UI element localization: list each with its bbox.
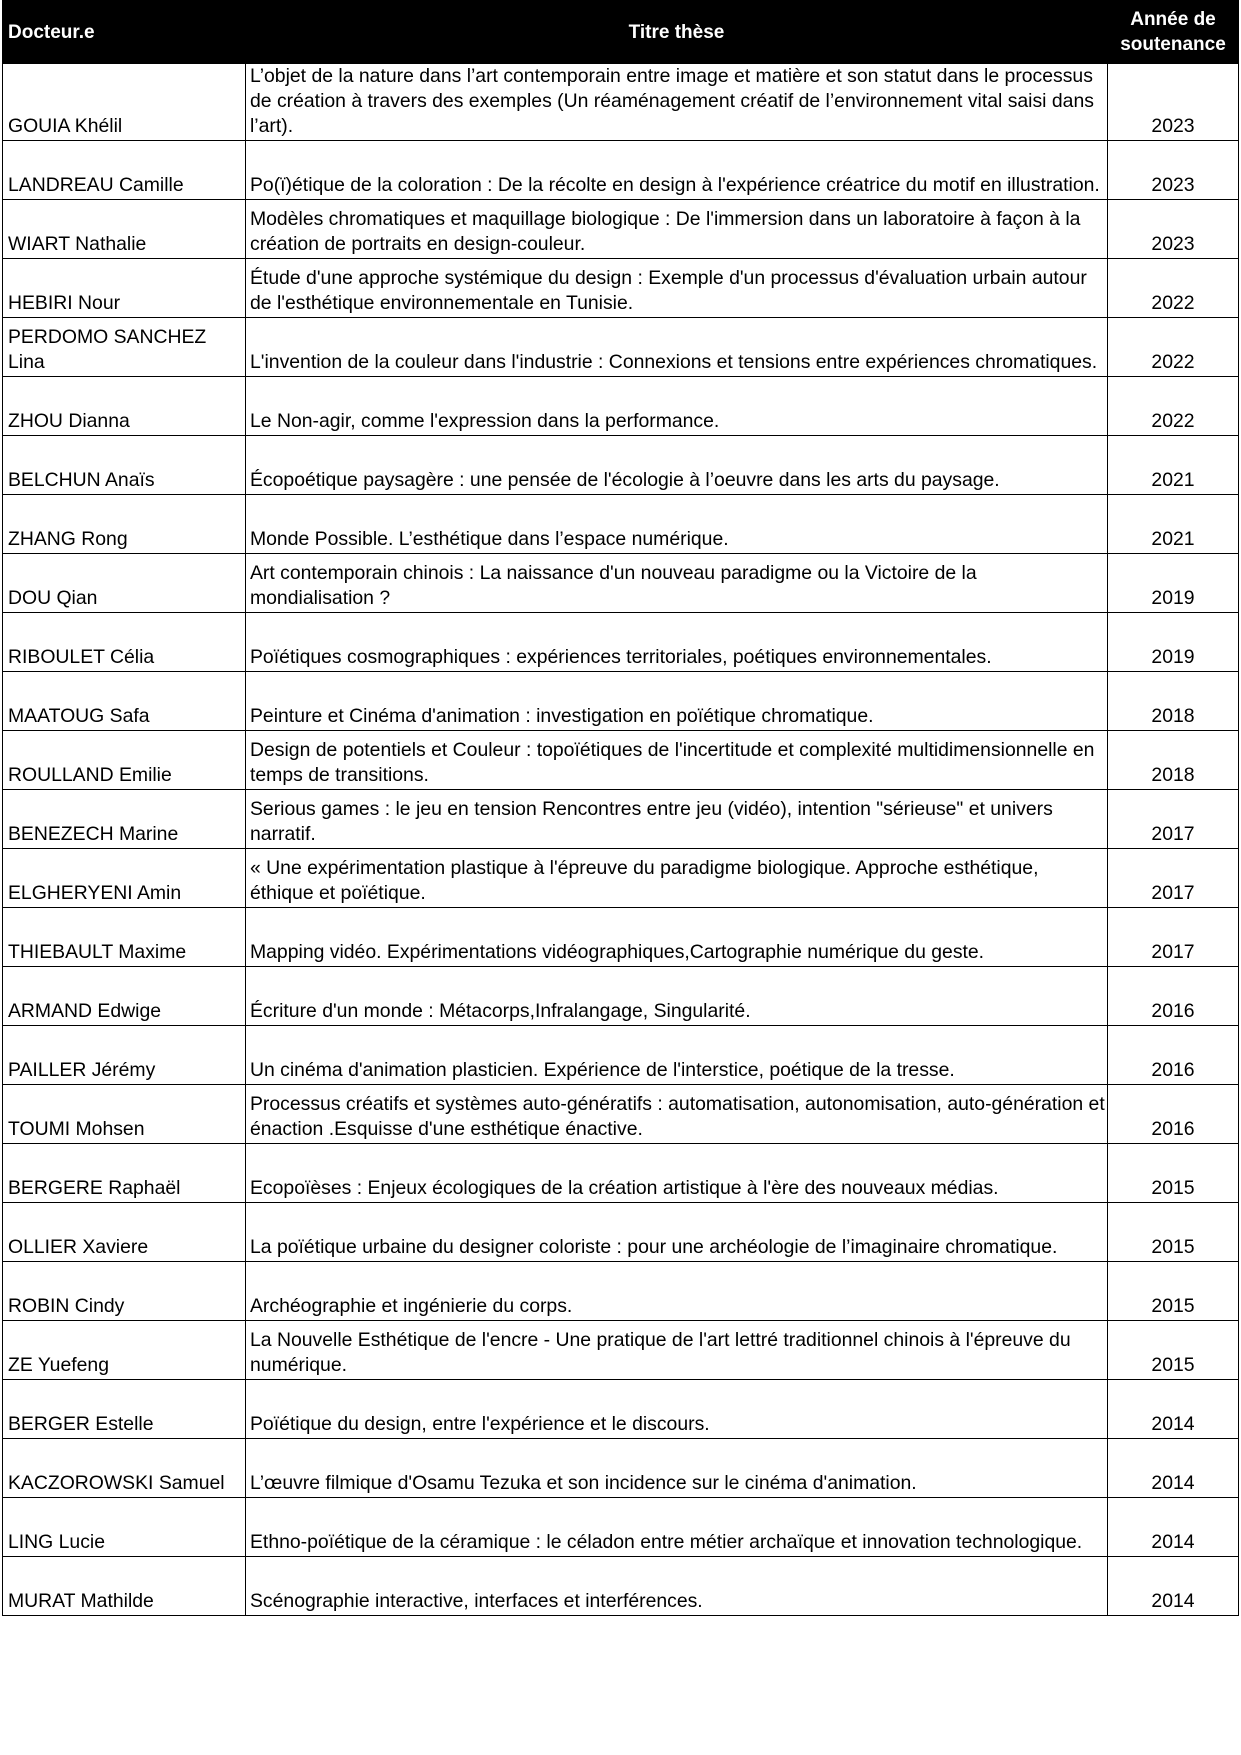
- table-row: [3, 1262, 1239, 1321]
- defense-year-cell: 2022: [1108, 259, 1239, 318]
- thesis-title-cell: Écriture d'un monde : Métacorps,Infralangage, Singularité.: [246, 967, 1108, 1026]
- thesis-table: [2, 0, 1239, 1616]
- table-row: [3, 1144, 1239, 1203]
- doctor-name-cell: MAATOUG Safa: [3, 672, 246, 731]
- doctor-name-cell: GOUIA Khélil: [3, 64, 246, 141]
- defense-year-cell: 2017: [1108, 908, 1239, 967]
- defense-year-cell: 2019: [1108, 554, 1239, 613]
- table-row: [3, 141, 1239, 200]
- defense-year-cell: 2022: [1108, 318, 1239, 377]
- doctor-name-cell: LING Lucie: [3, 1498, 246, 1557]
- table-row: [3, 200, 1239, 259]
- table-row: [3, 967, 1239, 1026]
- doctor-name-cell: THIEBAULT Maxime: [3, 908, 246, 967]
- thesis-title-cell: Ecopoïèses : Enjeux écologiques de la création artistique à l'ère des nouveaux médias.: [246, 1144, 1108, 1203]
- doctor-name-cell: BERGERE Raphaël: [3, 1144, 246, 1203]
- thesis-title-cell: Poïétique du design, entre l'expérience et le discours.: [246, 1380, 1108, 1439]
- header-defense-year: Année de soutenance: [1108, 1, 1239, 64]
- doctor-name-cell: PAILLER Jérémy: [3, 1026, 246, 1085]
- thesis-title-cell: L'invention de la couleur dans l'industrie : Connexions et tensions entre expériences chromatiques.: [246, 318, 1108, 377]
- table-row: [3, 613, 1239, 672]
- table-header: [3, 1, 1239, 64]
- table-row: [3, 377, 1239, 436]
- doctor-name-cell: LANDREAU Camille: [3, 141, 246, 200]
- thesis-title-cell: L’œuvre filmique d'Osamu Tezuka et son incidence sur le cinéma d'animation.: [246, 1439, 1108, 1498]
- thesis-title-cell: Modèles chromatiques et maquillage biologique : De l'immersion dans un laboratoire à façon à la création de portraits en design-couleur.: [246, 200, 1108, 259]
- thesis-title-cell: Serious games : le jeu en tension Rencontres entre jeu (vidéo), intention "sérieuse" et univers narratif.: [246, 790, 1108, 849]
- defense-year-cell: 2023: [1108, 200, 1239, 259]
- table-row: [3, 1321, 1239, 1380]
- thesis-title-cell: Scénographie interactive, interfaces et interférences.: [246, 1557, 1108, 1616]
- defense-year-cell: 2014: [1108, 1439, 1239, 1498]
- table-row: [3, 731, 1239, 790]
- table-body: [3, 64, 1239, 1616]
- table-row: [3, 1498, 1239, 1557]
- thesis-title-cell: Ethno-poïétique de la céramique : le céladon entre métier archaïque et innovation technologique.: [246, 1498, 1108, 1557]
- table-row: [3, 790, 1239, 849]
- defense-year-cell: 2014: [1108, 1498, 1239, 1557]
- doctor-name-cell: BERGER Estelle: [3, 1380, 246, 1439]
- table-row: [3, 849, 1239, 908]
- table-row: [3, 1026, 1239, 1085]
- thesis-title-cell: La poïétique urbaine du designer coloriste : pour une archéologie de l’imaginaire chromatique.: [246, 1203, 1108, 1262]
- defense-year-cell: 2017: [1108, 790, 1239, 849]
- header-doctor: Docteur.e: [3, 1, 246, 64]
- defense-year-cell: 2014: [1108, 1557, 1239, 1616]
- doctor-name-cell: KACZOROWSKI Samuel: [3, 1439, 246, 1498]
- table-row: [3, 1085, 1239, 1144]
- thesis-title-cell: L’objet de la nature dans l’art contemporain entre image et matière et son statut dans le processus de création à travers des exemples (Un réaménagement créatif de l’environnement vital saisi dans l’art).: [246, 64, 1108, 141]
- defense-year-cell: 2021: [1108, 436, 1239, 495]
- defense-year-cell: 2018: [1108, 731, 1239, 790]
- defense-year-cell: 2023: [1108, 64, 1239, 141]
- defense-year-cell: 2014: [1108, 1380, 1239, 1439]
- doctor-name-cell: BELCHUN Anaïs: [3, 436, 246, 495]
- table-row: [3, 554, 1239, 613]
- doctor-name-cell: OLLIER Xaviere: [3, 1203, 246, 1262]
- doctor-name-cell: ROULLAND Emilie: [3, 731, 246, 790]
- thesis-title-cell: Étude d'une approche systémique du design : Exemple d'un processus d'évaluation urbain autour de l'esthétique environnementale en Tunisie.: [246, 259, 1108, 318]
- doctor-name-cell: ZHOU Dianna: [3, 377, 246, 436]
- table-row: [3, 259, 1239, 318]
- defense-year-cell: 2016: [1108, 1085, 1239, 1144]
- table-row: [3, 1439, 1239, 1498]
- thesis-title-cell: Poïétiques cosmographiques : expériences territoriales, poétiques environnementales.: [246, 613, 1108, 672]
- thesis-title-cell: Un cinéma d'animation plasticien. Expérience de l'interstice, poétique de la tresse.: [246, 1026, 1108, 1085]
- thesis-title-cell: Archéographie et ingénierie du corps.: [246, 1262, 1108, 1321]
- thesis-title-cell: Po(ï)étique de la coloration : De la récolte en design à l'expérience créatrice du motif en illustration.: [246, 141, 1108, 200]
- table-row: [3, 1203, 1239, 1262]
- defense-year-cell: 2023: [1108, 141, 1239, 200]
- doctor-name-cell: MURAT Mathilde: [3, 1557, 246, 1616]
- defense-year-cell: 2015: [1108, 1144, 1239, 1203]
- doctor-name-cell: BENEZECH Marine: [3, 790, 246, 849]
- doctor-name-cell: DOU Qian: [3, 554, 246, 613]
- table-row: [3, 1557, 1239, 1616]
- header-thesis-title: Titre thèse: [246, 1, 1108, 64]
- thesis-title-cell: Mapping vidéo. Expérimentations vidéographiques,Cartographie numérique du geste.: [246, 908, 1108, 967]
- thesis-title-cell: La Nouvelle Esthétique de l'encre - Une pratique de l'art lettré traditionnel chinois à l'épreuve du numérique.: [246, 1321, 1108, 1380]
- thesis-title-cell: Écopoétique paysagère : une pensée de l'écologie à l’oeuvre dans les arts du paysage.: [246, 436, 1108, 495]
- table-row: [3, 672, 1239, 731]
- thesis-title-cell: Design de potentiels et Couleur : topoïétiques de l'incertitude et complexité multidimensionnelle en temps de transitions.: [246, 731, 1108, 790]
- defense-year-cell: 2018: [1108, 672, 1239, 731]
- table-row: [3, 1380, 1239, 1439]
- table-row: [3, 64, 1239, 141]
- doctor-name-cell: HEBIRI Nour: [3, 259, 246, 318]
- defense-year-cell: 2015: [1108, 1203, 1239, 1262]
- defense-year-cell: 2017: [1108, 849, 1239, 908]
- defense-year-cell: 2019: [1108, 613, 1239, 672]
- thesis-title-cell: Art contemporain chinois : La naissance d'un nouveau paradigme ou la Victoire de la mondialisation ?: [246, 554, 1108, 613]
- doctor-name-cell: WIART Nathalie: [3, 200, 246, 259]
- table-row: [3, 318, 1239, 377]
- table-row: [3, 495, 1239, 554]
- thesis-title-cell: Monde Possible. L’esthétique dans l’espace numérique.: [246, 495, 1108, 554]
- doctor-name-cell: ROBIN Cindy: [3, 1262, 246, 1321]
- doctor-name-cell: PERDOMO SANCHEZ Lina: [3, 318, 246, 377]
- doctor-name-cell: ZHANG Rong: [3, 495, 246, 554]
- header-row: [3, 1, 1239, 64]
- thesis-title-cell: Le Non-agir, comme l'expression dans la performance.: [246, 377, 1108, 436]
- defense-year-cell: 2016: [1108, 1026, 1239, 1085]
- thesis-title-cell: Processus créatifs et systèmes auto-génératifs : automatisation, autonomisation, auto-génération et énaction .Esquisse d'une esthétique énactive.: [246, 1085, 1108, 1144]
- thesis-title-cell: Peinture et Cinéma d'animation : investigation en poïétique chromatique.: [246, 672, 1108, 731]
- doctor-name-cell: ZE Yuefeng: [3, 1321, 246, 1380]
- doctor-name-cell: TOUMI Mohsen: [3, 1085, 246, 1144]
- defense-year-cell: 2015: [1108, 1262, 1239, 1321]
- table-row: [3, 436, 1239, 495]
- defense-year-cell: 2016: [1108, 967, 1239, 1026]
- table-row: [3, 908, 1239, 967]
- thesis-title-cell: « Une expérimentation plastique à l'épreuve du paradigme biologique. Approche esthétique, éthique et poïétique.: [246, 849, 1108, 908]
- defense-year-cell: 2022: [1108, 377, 1239, 436]
- doctor-name-cell: ELGHERYENI Amin: [3, 849, 246, 908]
- defense-year-cell: 2021: [1108, 495, 1239, 554]
- doctor-name-cell: ARMAND Edwige: [3, 967, 246, 1026]
- doctor-name-cell: RIBOULET Célia: [3, 613, 246, 672]
- defense-year-cell: 2015: [1108, 1321, 1239, 1380]
